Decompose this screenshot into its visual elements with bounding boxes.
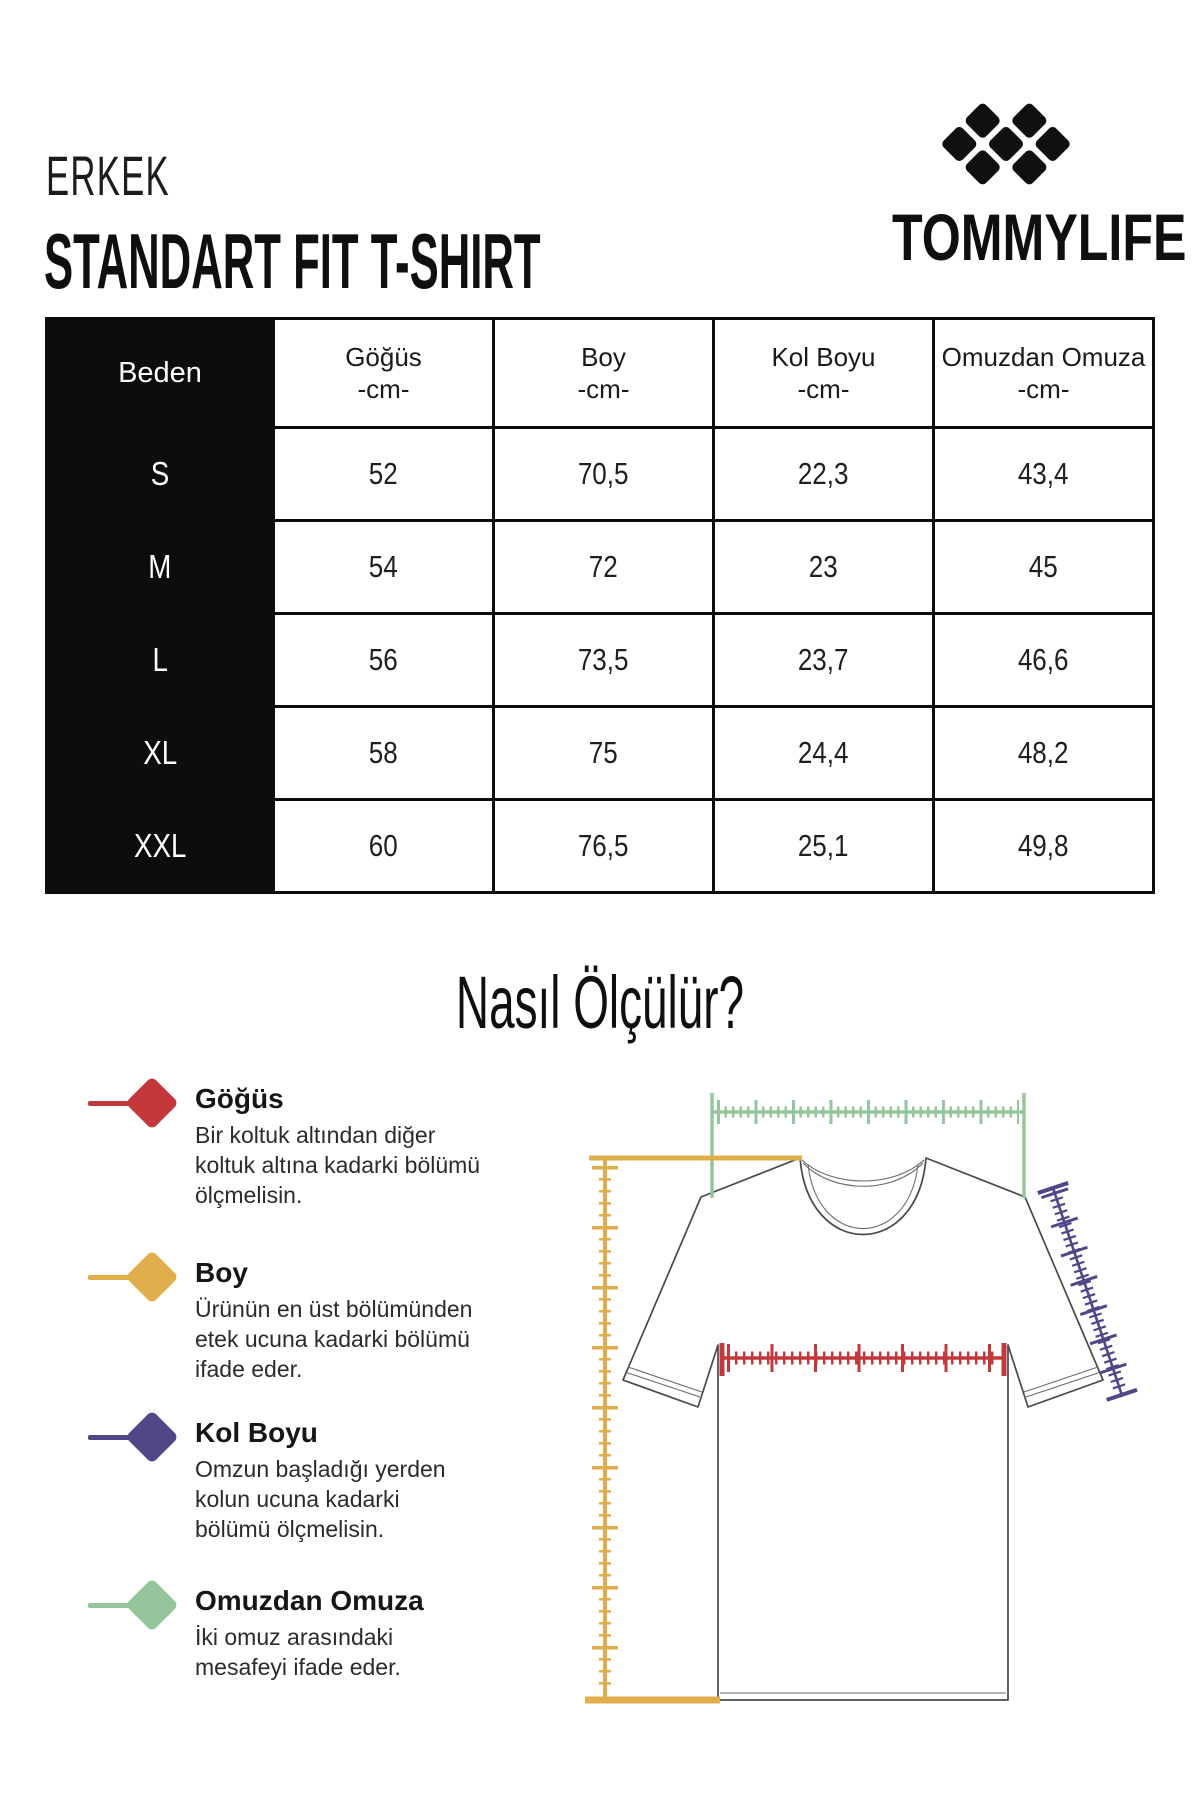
legend-item-shoulder: [75, 1584, 545, 1682]
column-name: Kol Boyu: [771, 341, 876, 372]
cell-value: 60: [369, 828, 398, 863]
table-row: [47, 428, 1154, 521]
table-cell: [714, 707, 934, 800]
column-unit: -cm-: [1017, 374, 1070, 404]
column-name: Boy: [581, 341, 626, 372]
table-cell: [934, 614, 1154, 707]
cell-value: 54: [369, 549, 398, 584]
yellow-diamond-pointer-icon: [75, 1256, 185, 1300]
column-header-chest: [274, 319, 494, 428]
legend-description-line: İki omuz arasındaki: [195, 1623, 394, 1650]
table-cell: [274, 428, 494, 521]
cell-value: 52: [369, 456, 398, 491]
legend-description-line: Omzun başladığı yerden: [195, 1455, 446, 1482]
green-diamond-pointer-icon: [75, 1584, 185, 1628]
table-cell: [714, 614, 934, 707]
diamond-icon: [125, 1578, 179, 1632]
cell-value: 72: [589, 549, 618, 584]
column-header-shoulder: [934, 319, 1154, 428]
size-text: M: [148, 548, 172, 585]
red-diamond-pointer-icon: [75, 1082, 185, 1126]
legend-name: Omuzdan Omuza: [195, 1585, 424, 1616]
table-cell: [494, 428, 714, 521]
table-cell: [714, 800, 934, 893]
column-name: Omuzdan Omuza: [941, 341, 1146, 372]
cell-value: 24,4: [798, 735, 849, 770]
diamond-icon: [125, 1410, 179, 1464]
how-to-measure-title: Nasıl Ölçülür?: [455, 961, 745, 1044]
cell-value: 49,8: [1018, 828, 1069, 863]
size-text: L: [152, 641, 168, 678]
table-cell: [934, 707, 1154, 800]
table-cell: [274, 800, 494, 893]
legend-name: Kol Boyu: [195, 1417, 318, 1448]
tommylife-diamonds-logo-icon: [936, 94, 1076, 194]
category-label: ERKEK: [46, 144, 170, 207]
size-label: [47, 521, 274, 614]
size-text: XL: [143, 734, 177, 771]
legend-name: Göğüs: [195, 1083, 284, 1114]
column-header-size: Beden: [47, 319, 274, 428]
cell-value: 58: [369, 735, 398, 770]
size-label: [47, 428, 274, 521]
size-text: XXL: [133, 827, 187, 864]
tshirt-measurement-diagram-icon: [540, 1060, 1200, 1760]
legend-item-length: [75, 1256, 545, 1385]
legend-description-line: Ürünün en üst bölümünden: [195, 1295, 473, 1322]
table-cell: [494, 521, 714, 614]
table-cell: [934, 428, 1154, 521]
cell-value: 25,1: [798, 828, 849, 863]
cell-value: 22,3: [798, 456, 849, 491]
cell-value: 76,5: [578, 828, 629, 863]
legend-description-line: mesafeyi ifade eder.: [195, 1653, 401, 1680]
cell-value: 70,5: [578, 456, 629, 491]
table-cell: [714, 428, 934, 521]
legend-item-sleeve: [75, 1416, 545, 1545]
diamond-icon: [125, 1250, 179, 1304]
table-cell: [934, 800, 1154, 893]
legend-description-line: bölümü ölçmelisin.: [195, 1516, 385, 1543]
diamond-grid: [940, 78, 1072, 210]
table-cell: [274, 521, 494, 614]
table-row: [47, 521, 1154, 614]
legend-description-line: ifade eder.: [195, 1356, 303, 1383]
table-cell: [494, 707, 714, 800]
table-cell: [494, 800, 714, 893]
table-cell: [274, 614, 494, 707]
cell-value: 23,7: [798, 642, 849, 677]
table-row: [47, 800, 1154, 893]
cell-value: 48,2: [1018, 735, 1069, 770]
cell-value: 73,5: [578, 642, 629, 677]
legend-name: Boy: [195, 1257, 248, 1288]
size-table: [45, 317, 1155, 894]
column-name: Göğüs: [345, 341, 422, 372]
table-row: [47, 707, 1154, 800]
column-header-length: [494, 319, 714, 428]
table-cell: [714, 521, 934, 614]
brand-name: TOMMYLIFE: [892, 200, 1187, 274]
cell-value: 75: [589, 735, 618, 770]
size-text: S: [150, 455, 170, 492]
legend-description-line: Bir koltuk altından diğer: [195, 1121, 436, 1148]
legend-item-chest: [75, 1082, 545, 1211]
cell-value: 46,6: [1018, 642, 1069, 677]
table-cell: [934, 521, 1154, 614]
product-title: STANDART FIT T-SHIRT: [44, 217, 541, 305]
size-label: [47, 707, 274, 800]
tshirt-outline: [623, 1158, 1103, 1700]
legend-description-line: kolun ucuna kadarki: [195, 1485, 400, 1512]
table-cell: [494, 614, 714, 707]
table-header-row: [47, 319, 1154, 428]
cell-value: 45: [1029, 549, 1058, 584]
table-row: [47, 614, 1154, 707]
legend-description-line: koltuk altına kadarki bölümü: [195, 1151, 481, 1178]
column-unit: -cm-: [357, 374, 410, 404]
diamond-icon: [125, 1076, 179, 1130]
size-label: [47, 800, 274, 893]
size-label: [47, 614, 274, 707]
column-header-sleeve: [714, 319, 934, 428]
cell-value: 23: [809, 549, 838, 584]
purple-diamond-pointer-icon: [75, 1416, 185, 1460]
legend-description-line: ölçmelisin.: [195, 1182, 303, 1209]
cell-value: 43,4: [1018, 456, 1069, 491]
column-unit: -cm-: [797, 374, 850, 404]
legend-description-line: etek ucuna kadarki bölümü: [195, 1325, 470, 1352]
column-unit: -cm-: [577, 374, 630, 404]
cell-value: 56: [369, 642, 398, 677]
table-cell: [274, 707, 494, 800]
